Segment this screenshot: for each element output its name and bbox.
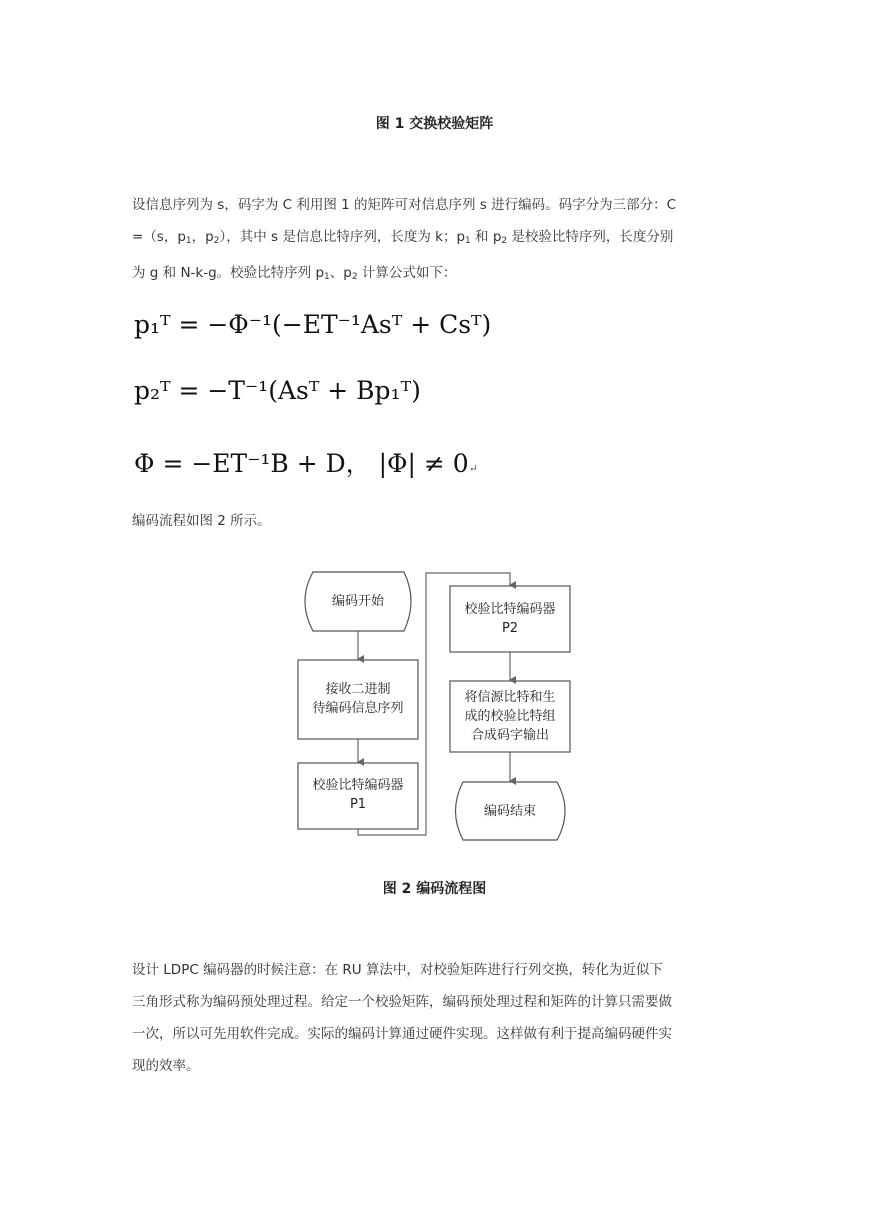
flow-receive-label: 接收二进制 待编码信息序列 — [312, 682, 404, 716]
flow-intro: 编码流程如图 2 所示。 — [132, 513, 271, 529]
formula-phi: Φ = −ET⁻¹B + D， |Φ| ≠ 0↵ — [134, 449, 478, 478]
design-line-1: 设计 LDPC 编码器的时候注意：在 RU 算法中，对校验矩阵进行行列交换，转化为近似下 — [132, 962, 663, 978]
design-paragraph — [132, 954, 738, 1082]
intro-line-3: 为 g 和 N-k-g。校验比特序列 $p_1$、$p_2$ 计算公式如下： — [132, 265, 457, 282]
intro-line-2: =（s，$p_1$，$p_2$），其中 s 是信息比特序列，长度为 k；$p_1$ 和 $p_2$ 是校验比特序列，长度分别 — [132, 229, 674, 246]
formula-p1: p₁ᵀ = −Φ⁻¹(−ET⁻¹Asᵀ + Csᵀ) — [134, 310, 492, 339]
return-mark-icon: ↵ — [468, 462, 478, 475]
flow-combine-label: 将信源比特和生 成的校验比特组 合成码字输出 — [464, 690, 556, 743]
flow-p1-label: 校验比特编码器 P1 — [312, 778, 404, 812]
formula-p2: p₂ᵀ = −T⁻¹(Asᵀ + Bp₁ᵀ) — [134, 376, 421, 405]
flow-start-label: 编码开始 — [331, 594, 384, 609]
design-line-3: 一次，所以可先用软件完成。实际的编码计算通过硬件实现。这样做有利于提高编码硬件实 — [132, 1026, 672, 1042]
design-line-4: 现的效率。 — [132, 1058, 200, 1074]
flow-end-label: 编码结束 — [483, 804, 536, 819]
figure1-caption: 图 1 交换校验矩阵 — [375, 116, 494, 132]
flow-p2-label: 校验比特编码器 P2 — [464, 602, 556, 636]
figure2-caption: 图 2 编码流程图 — [382, 881, 487, 897]
design-line-2: 三角形式称为编码预处理过程。给定一个校验矩阵，编码预处理过程和矩阵的计算只需要做 — [132, 994, 672, 1010]
intro-line-1: 设信息序列为 s，码字为 C 利用图 1 的矩阵可对信息序列 s 进行编码。码字分为三部分：C — [132, 197, 677, 213]
